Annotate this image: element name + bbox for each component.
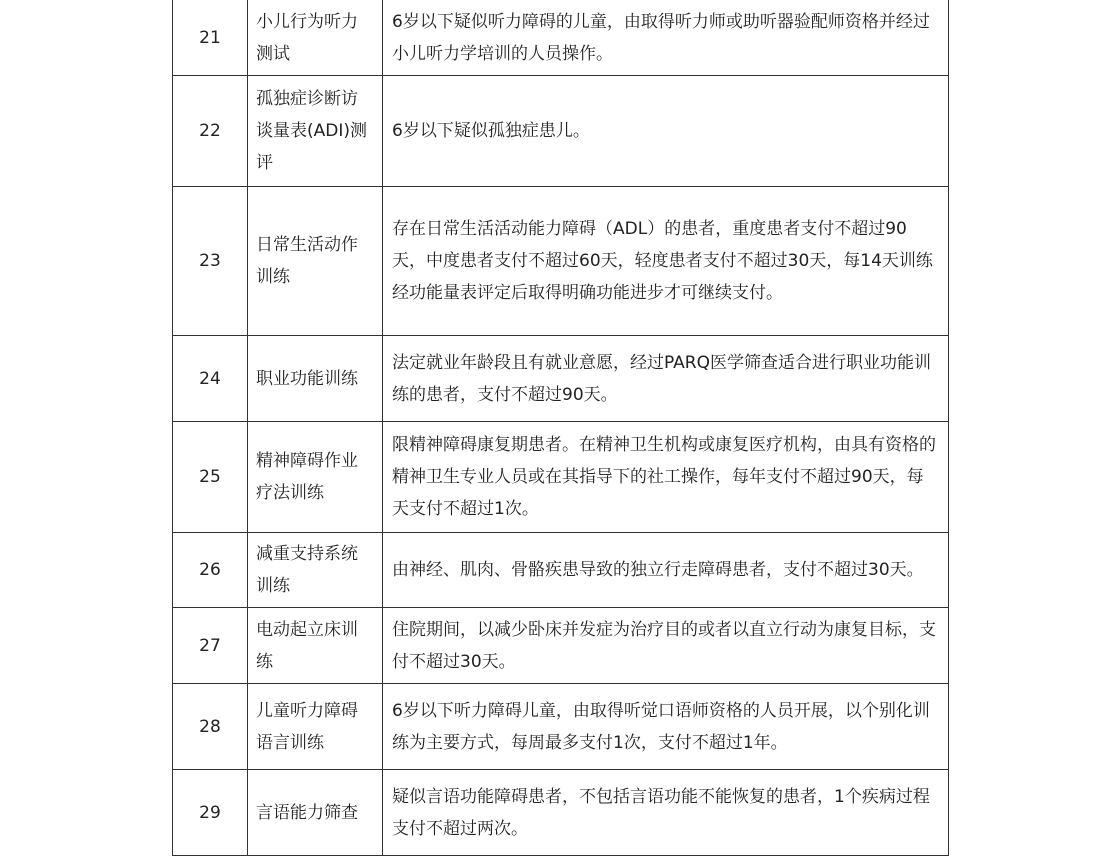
table-row xyxy=(173,422,949,533)
item-name: 孤独症诊断访谈量表(ADI)测评 xyxy=(248,76,383,187)
row-number: 21 xyxy=(173,0,248,76)
table-row xyxy=(173,0,949,76)
table-row xyxy=(173,770,949,856)
rehab-items-table xyxy=(172,0,949,856)
item-description: 法定就业年龄段且有就业意愿，经过PARQ医学筛查适合进行职业功能训练的患者，支付不超过90天。 xyxy=(383,336,949,422)
table-row xyxy=(173,76,949,187)
row-number: 24 xyxy=(173,336,248,422)
item-name: 儿童听力障碍语言训练 xyxy=(248,684,383,770)
item-description: 6岁以下疑似孤独症患儿。 xyxy=(383,76,949,187)
row-number: 28 xyxy=(173,684,248,770)
item-description: 存在日常生活活动能力障碍（ADL）的患者，重度患者支付不超过90天，中度患者支付不超过60天，轻度患者支付不超过30天，每14天训练经功能量表评定后取得明确功能进步才可继续支付。 xyxy=(383,187,949,336)
item-description: 限精神障碍康复期患者。在精神卫生机构或康复医疗机构，由具有资格的精神卫生专业人员或在其指导下的社工操作，每年支付不超过90天，每天支付不超过1次。 xyxy=(383,422,949,533)
row-number: 22 xyxy=(173,76,248,187)
policy-table-container xyxy=(172,0,949,856)
table-row xyxy=(173,684,949,770)
table-row xyxy=(173,608,949,684)
item-description: 由神经、肌肉、骨骼疾患导致的独立行走障碍患者，支付不超过30天。 xyxy=(383,533,949,608)
item-name: 职业功能训练 xyxy=(248,336,383,422)
row-number: 26 xyxy=(173,533,248,608)
item-name: 减重支持系统训练 xyxy=(248,533,383,608)
row-number: 27 xyxy=(173,608,248,684)
item-description: 疑似言语功能障碍患者，不包括言语功能不能恢复的患者，1个疾病过程支付不超过两次。 xyxy=(383,770,949,856)
row-number: 23 xyxy=(173,187,248,336)
row-number: 29 xyxy=(173,770,248,856)
item-description: 6岁以下听力障碍儿童，由取得听觉口语师资格的人员开展，以个别化训练为主要方式，每周最多支付1次，支付不超过1年。 xyxy=(383,684,949,770)
item-name: 小儿行为听力测试 xyxy=(248,0,383,76)
table-row xyxy=(173,533,949,608)
item-description: 住院期间，以减少卧床并发症为治疗目的或者以直立行动为康复目标，支付不超过30天。 xyxy=(383,608,949,684)
item-name: 言语能力筛查 xyxy=(248,770,383,856)
item-name: 精神障碍作业疗法训练 xyxy=(248,422,383,533)
table-row xyxy=(173,187,949,336)
item-description: 6岁以下疑似听力障碍的儿童，由取得听力师或助听器验配师资格并经过小儿听力学培训的人员操作。 xyxy=(383,0,949,76)
table-row xyxy=(173,336,949,422)
item-name: 日常生活动作训练 xyxy=(248,187,383,336)
item-name: 电动起立床训练 xyxy=(248,608,383,684)
row-number: 25 xyxy=(173,422,248,533)
